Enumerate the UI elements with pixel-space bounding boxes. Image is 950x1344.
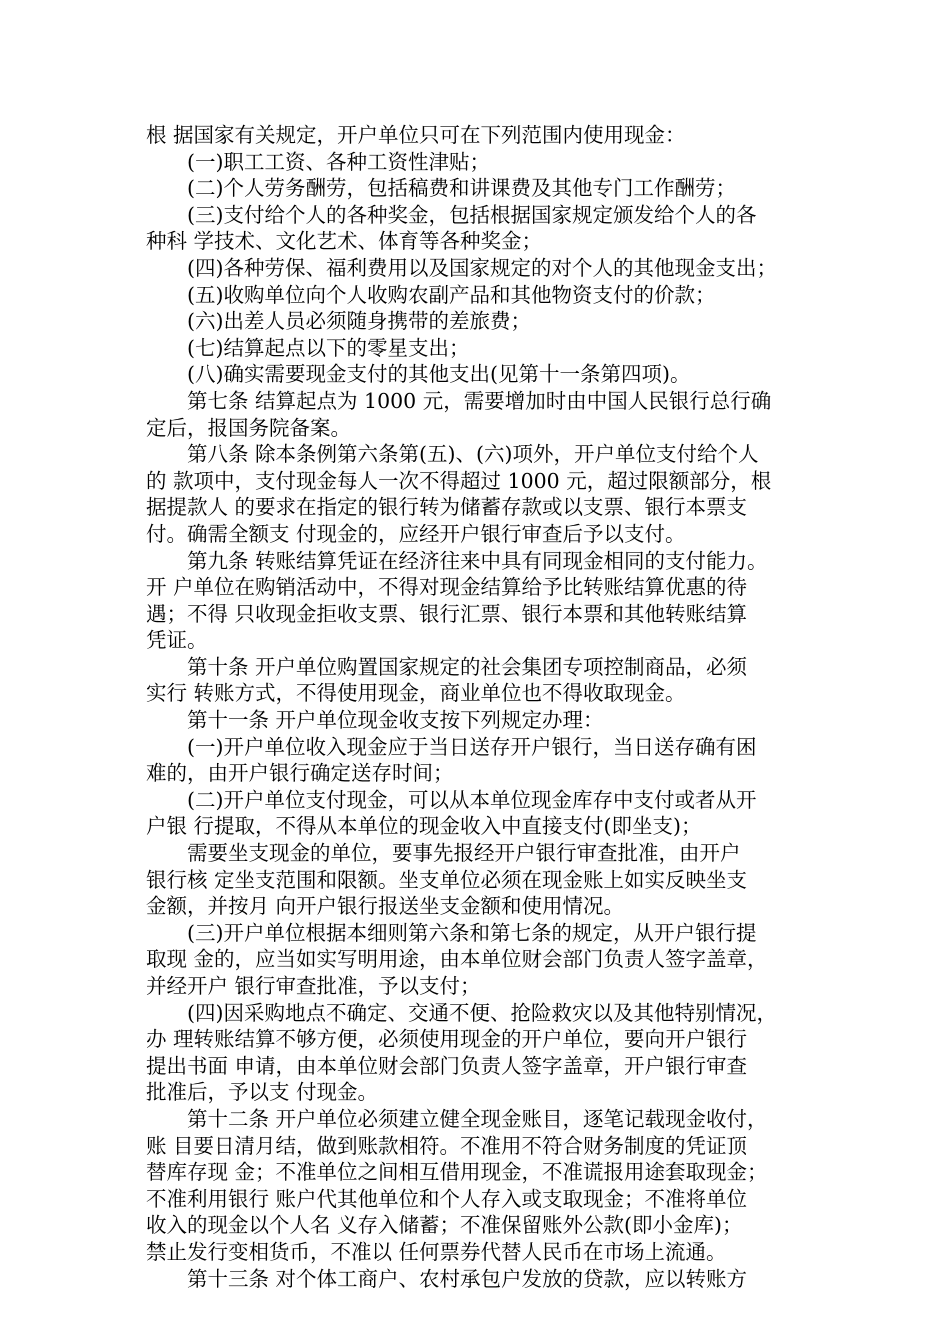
text-line: (八)确实需要现金支付的其他支出(见第十一条第四项)。 bbox=[187, 362, 691, 387]
text-line: (四)各种劳保、福利费用以及国家规定的对个人的其他现金支出； bbox=[187, 255, 777, 280]
text-line: 根 据国家有关规定，开户单位只可在下列范围内使用现金： bbox=[146, 123, 686, 147]
text-line: 不准利用银行 账户代其他单位和个人存入或支取现金；不准将单位 bbox=[146, 1186, 748, 1211]
text-line: 批准后，予以支 付现金。 bbox=[146, 1080, 379, 1105]
text-line: 户银 行提取，不得从本单位的现金收入中直接支付(即坐支)； bbox=[146, 814, 702, 839]
text-line: 第十一条 开户单位现金收支按下列规定办理： bbox=[187, 708, 604, 733]
text-line: (三)开户单位根据本细则第六条和第七条的规定，从开户银行提 bbox=[187, 920, 757, 945]
text-line: 禁止发行变相货币，不准以 任何票券代替人民币在市场上流通。 bbox=[146, 1239, 727, 1264]
text-line: 收入的现金以个人名 义存入储蓄；不准保留账外公款(即小金库)； bbox=[146, 1213, 743, 1238]
text-line: 第十二条 开户单位必须建立健全现金账目，逐笔记载现金收付， bbox=[187, 1106, 768, 1131]
text-line: 账 目要日清月结，做到账款相符。不准用不符合财务制度的凭证顶 bbox=[146, 1133, 748, 1158]
text-line: 难的，由开户银行确定送存时间； bbox=[146, 761, 454, 786]
document-page bbox=[146, 122, 826, 1292]
text-line: (六)出差人员必须随身携带的差旅费； bbox=[187, 309, 531, 334]
text-line: (七)结算起点以下的零星支出； bbox=[187, 335, 470, 360]
text-line: (一)开户单位收入现金应于当日送存开户银行，当日送存确有困 bbox=[187, 734, 757, 759]
text-line: 凭证。 bbox=[146, 628, 208, 653]
text-line: 实行 转账方式，不得使用现金，商业单位也不得收取现金。 bbox=[146, 681, 686, 706]
text-line: 付。确需全额支 付现金的，应经开户银行审查后予以支付。 bbox=[146, 521, 686, 546]
text-line: 金额，并按月 向开户银行报送坐支金额和使用情况。 bbox=[146, 894, 625, 919]
text-line: 取现 金的，应当如实写明用途，由本单位财会部门负责人签字盖章， bbox=[146, 947, 768, 972]
text-line: 第七条 结算起点为 1000 元，需要增加时由中国人民银行总行确 bbox=[187, 388, 772, 413]
text-line: 并经开户 银行审查批准，予以支付； bbox=[146, 974, 481, 998]
text-line: 提出书面 申请，由本单位财会部门负责人签字盖章，开户银行审查 bbox=[146, 1053, 748, 1078]
text-line: 开 户单位在购销活动中，不得对现金结算给予比转账结算优惠的待 bbox=[146, 575, 748, 600]
text-line: 遇；不得 只收现金拒收支票、银行汇票、银行本票和其他转账结算 bbox=[146, 601, 748, 626]
text-line: (五)收购单位向个人收购农副产品和其他物资支付的价款； bbox=[187, 282, 716, 307]
text-line: 种科 学技术、文化艺术、体育等各种奖金； bbox=[146, 229, 543, 254]
text-line: (二)开户单位支付现金，可以从本单位现金库存中支付或者从开 bbox=[187, 787, 757, 812]
text-line: (二)个人劳务酬劳，包括稿费和讲课费及其他专门工作酬劳； bbox=[187, 176, 736, 201]
text-line: 定后，报国务院备案。 bbox=[146, 415, 351, 440]
text-line: (四)因采购地点不确定、交通不便、抢险救灾以及其他特别情况， bbox=[187, 1000, 777, 1025]
text-line: (三)支付给个人的各种奖金，包括根据国家规定颁发给个人的各 bbox=[187, 202, 757, 227]
text-line: 的 款项中，支付现金每人一次不得超过 1000 元，超过限额部分，根 bbox=[146, 468, 772, 493]
text-line: 据提款人 的要求在指定的银行转为储蓄存款或以支票、银行本票支 bbox=[146, 495, 748, 520]
text-line: 第十三条 对个体工商户、农村承包户发放的贷款，应以转账方 bbox=[187, 1266, 748, 1291]
text-line: 替库存现 金；不准单位之间相互借用现金，不准谎报用途套取现金； bbox=[146, 1160, 768, 1185]
text-line: 办 理转账结算不够方便，必须使用现金的开户单位，要向开户银行 bbox=[146, 1027, 748, 1052]
text-line: 第十条 开户单位购置国家规定的社会集团专项控制商品，必须 bbox=[187, 654, 748, 679]
text-line: 第八条 除本条例第六条第(五)、(六)项外，开户单位支付给个人 bbox=[187, 442, 759, 467]
text-line: 银行核 定坐支范围和限额。坐支单位必须在现金账上如实反映坐支 bbox=[146, 867, 748, 892]
text-line: (一)职工工资、各种工资性津贴； bbox=[187, 149, 490, 174]
text-line: 第九条 转账结算凭证在经济往来中具有同现金相同的支付能力。 bbox=[187, 548, 768, 573]
text-line: 需要坐支现金的单位，要事先报经开户银行审查批准，由开户 bbox=[187, 841, 741, 866]
